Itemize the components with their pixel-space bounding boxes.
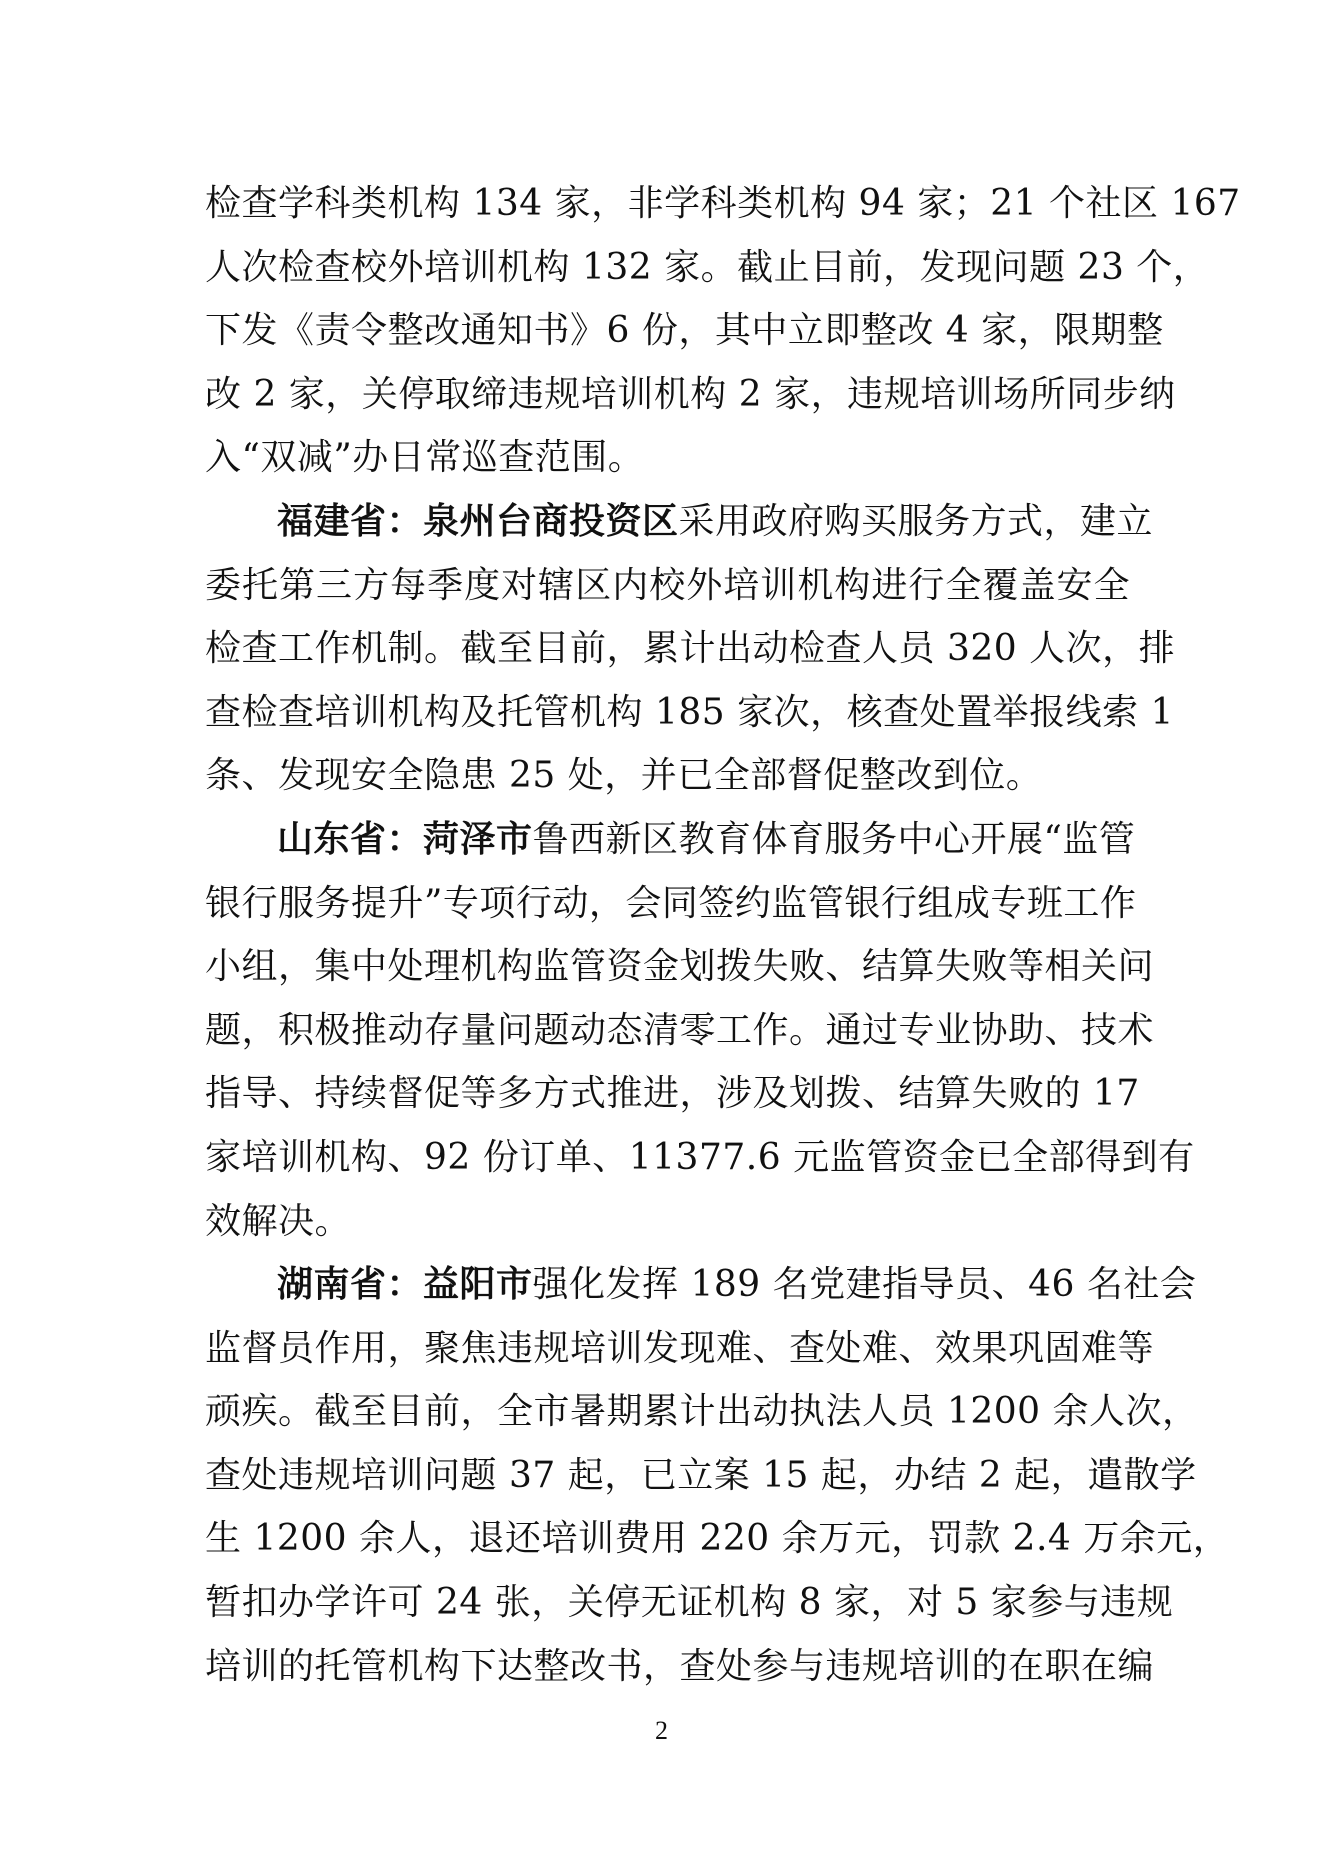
- city-label: 泉州台商投资区: [423, 500, 679, 542]
- province-label: 山东省：: [277, 818, 424, 860]
- text-line: 下发《责令整改通知书》6 份，其中立即整改 4 家，限期整: [205, 310, 1164, 352]
- text-line: 入“双减”办日常巡查范围。: [205, 437, 645, 479]
- text-line: 查处违规培训问题 37 起，已立案 15 起，办结 2 起，遣散学: [205, 1454, 1197, 1496]
- text-line: 银行服务提升”专项行动，会同签约监管银行组成专班工作: [205, 882, 1137, 924]
- text-line: 条、发现安全隐患 25 处，并已全部督促整改到位。: [205, 755, 1043, 797]
- text-span: 采用政府购买服务方式，建立: [678, 500, 1154, 542]
- text-line: 小组，集中处理机构监管资金划拨失败、结算失败等相关问: [205, 946, 1155, 988]
- city-label: 菏泽市: [423, 818, 533, 860]
- paragraph-fujian: [205, 490, 1176, 808]
- paragraph-shandong: [205, 808, 1195, 1253]
- text-line: 生 1200 余人，退还培训费用 220 余万元，罚款 2.4 万余元，: [205, 1518, 1230, 1560]
- paragraph-intro: [205, 172, 1241, 490]
- text-line: 委托第三方每季度对辖区内校外培训机构进行全覆盖安全: [205, 564, 1130, 606]
- text-line: 家培训机构、92 份订单、11377.6 元监管资金已全部得到有: [205, 1136, 1195, 1178]
- text-line: 改 2 家，关停取缔违规培训机构 2 家，违规培训场所同步纳: [205, 373, 1176, 415]
- text-span: 强化发挥 189 名党建指导员、46 名社会: [532, 1264, 1197, 1306]
- city-label: 益阳市: [423, 1264, 533, 1306]
- paragraph-hunan: [205, 1253, 1230, 1698]
- province-label: 湖南省：: [277, 1264, 424, 1306]
- text-line: 题，积极推动存量问题动态清零工作。通过专业协助、技术: [205, 1009, 1155, 1051]
- text-line: 检查工作机制。截至目前，累计出动检查人员 320 人次，排: [205, 628, 1176, 670]
- text-line: [205, 490, 1154, 554]
- text-line: [205, 1253, 1197, 1317]
- text-line: 顽疾。截至目前，全市暑期累计出动执法人员 1200 余人次，: [205, 1391, 1199, 1433]
- body-text: [205, 172, 1241, 1698]
- province-label: 福建省：: [277, 500, 424, 542]
- text-line: 查检查培训机构及托管机构 185 家次，核查处置举报线索 1: [205, 691, 1174, 733]
- text-line: 检查学科类机构 134 家，非学科类机构 94 家；21 个社区 167: [205, 183, 1241, 224]
- text-line: 培训的托管机构下达整改书，查处参与违规培训的在职在编: [205, 1645, 1155, 1687]
- text-line: 人次检查校外培训机构 132 家。截止目前，发现问题 23 个，: [205, 246, 1210, 288]
- text-line: 指导、持续督促等多方式推进，涉及划拨、结算失败的 17: [205, 1073, 1140, 1115]
- text-line: 效解决。: [205, 1200, 352, 1242]
- page-number: 2: [655, 1716, 668, 1745]
- text-line: 暂扣办学许可 24 张，关停无证机构 8 家，对 5 家参与违规: [205, 1582, 1174, 1624]
- text-line: [205, 808, 1136, 872]
- text-line: 监督员作用，聚焦违规培训发现难、查处难、效果巩固难等: [205, 1327, 1155, 1369]
- text-span: 鲁西新区教育体育服务中心开展“监管: [532, 818, 1136, 860]
